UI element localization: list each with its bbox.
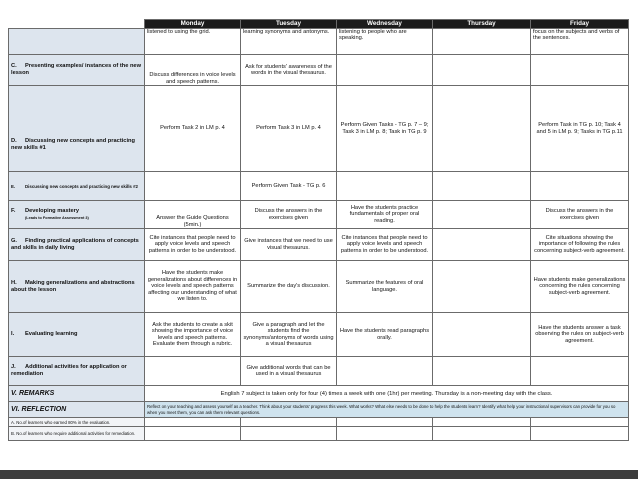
- row-label: [9, 261, 145, 313]
- item-label: No.of learners who earned 80% in the evaluation.: [16, 419, 111, 425]
- table-row: [9, 229, 629, 261]
- table-row: [9, 201, 629, 229]
- table-row: [9, 172, 629, 201]
- row-code: D.: [11, 137, 17, 144]
- cell-monday: [145, 357, 241, 386]
- cell-wednesday: [337, 55, 433, 86]
- cell-friday: focus on the subjects and verbs of the sentences.: [531, 29, 629, 55]
- header-corner: [9, 20, 145, 29]
- cell-wednesday: [337, 357, 433, 386]
- reflection-text: Reflect on your teaching and assess yourself as a teacher. Think about your students' progress this week. What works? What else needs to be done to help the students learn? Identify what help your instructional supervisors can provide for you so when you meet them, you can ask them relevant questions.: [145, 402, 629, 418]
- daily-lesson-log-table: [8, 19, 629, 441]
- day-header-tuesday: Tuesday: [241, 20, 337, 29]
- cell-monday: Perform Task 2 in LM p. 4: [145, 86, 241, 172]
- cell-tuesday: Perform Task 3 in LM p. 4: [241, 86, 337, 172]
- item-label: No.of learners who require additional activities for remediation.: [16, 431, 136, 436]
- cell-friday: [531, 418, 629, 427]
- row-sublabel: (Leads to Formative Assessment 3): [25, 215, 89, 220]
- cell-thursday: [433, 261, 531, 313]
- cell-tuesday: [241, 418, 337, 427]
- cell-thursday: [433, 427, 531, 441]
- cell-tuesday: Ask for students' awareness of the words in the visual thesaurus.: [241, 55, 337, 86]
- row-label-text: Discussing new concepts and practicing new skills #1: [11, 137, 135, 151]
- cell-monday: Ask the students to create a skit showing the importance of voice levels and speech patterns. Evaluate them through a rubric.: [145, 313, 241, 357]
- reflection-item-row: [9, 427, 629, 441]
- table-row: [9, 55, 629, 86]
- row-label: [9, 229, 145, 261]
- cell-wednesday: Perform Given Tasks - TG p. 7 – 9; Task 3 in LM p. 8; Task in TG p. 9: [337, 86, 433, 172]
- reflection-item-b: [9, 427, 145, 441]
- cell-monday: Cite instances that people need to apply voice levels and speech patterns in order to be understood.: [145, 229, 241, 261]
- cell-wednesday: [337, 172, 433, 201]
- day-header-row: [9, 20, 629, 29]
- reflection-code: VI.: [11, 406, 20, 413]
- table-row: [9, 29, 629, 55]
- remarks-code: V.: [11, 390, 17, 397]
- cell-tuesday: Give instances that we need to use visual thesaurus.: [241, 229, 337, 261]
- row-code: H.: [11, 279, 17, 286]
- row-code: F.: [11, 207, 16, 214]
- cell-monday: Have the students make generalizations about differences in voice levels and speech patterns affecting our understanding of what we listen to.: [145, 261, 241, 313]
- row-code: E.: [11, 183, 16, 189]
- day-header-thursday: Thursday: [433, 20, 531, 29]
- row-label: [9, 172, 145, 201]
- cell-friday: Have students make generalizations concerning the rules concerning subject-verb agreement.: [531, 261, 629, 313]
- row-code: J.: [11, 364, 16, 370]
- row-label: [9, 201, 145, 229]
- cell-monday: [145, 418, 241, 427]
- row-label: [9, 86, 145, 172]
- cell-friday: [531, 427, 629, 441]
- row-code: C.: [11, 63, 17, 69]
- cell-friday: Cite situations showing the importance of following the rules concerning subject-verb agreement.: [531, 229, 629, 261]
- cell-tuesday: Give additional words that can be used in a visual thesaurus: [241, 357, 337, 386]
- table-row: [9, 357, 629, 386]
- remarks-label: [9, 386, 145, 402]
- cell-monday: listened to using the grid.: [145, 29, 241, 55]
- remarks-row: [9, 386, 629, 402]
- row-label: [9, 313, 145, 357]
- row-label: [9, 29, 145, 55]
- cell-monday: [145, 427, 241, 441]
- cell-thursday: [433, 172, 531, 201]
- row-label-text: Evaluating learning: [25, 331, 78, 337]
- cell-tuesday: [241, 427, 337, 441]
- cell-monday: Discuss differences in voice levels and speech patterns.: [145, 55, 241, 86]
- cell-thursday: [433, 55, 531, 86]
- row-label-text: Making generalizations and abstractions about the lesson: [11, 279, 135, 293]
- cell-friday: [531, 55, 629, 86]
- cell-tuesday: Discuss the answers in the exercises given: [241, 201, 337, 229]
- row-label-text: Finding practical applications of concepts and skills in daily living: [11, 237, 139, 251]
- page-bottom-bar: [0, 470, 638, 479]
- row-label-text: Developing mastery: [25, 207, 80, 214]
- cell-wednesday: Have the students practice fundamentals of proper oral reading.: [337, 201, 433, 229]
- item-code: A.: [11, 419, 16, 425]
- cell-thursday: [433, 201, 531, 229]
- row-label-text: Presenting examples/ instances of the new lesson: [11, 63, 141, 76]
- table-row: [9, 261, 629, 313]
- cell-thursday: [433, 357, 531, 386]
- cell-thursday: [433, 86, 531, 172]
- cell-tuesday: learning synonyms and antonyms.: [241, 29, 337, 55]
- cell-tuesday: Give a paragraph and let the students find the synonyms/antonyms of words using a visual thesaurus: [241, 313, 337, 357]
- row-code: G.: [11, 237, 18, 244]
- cell-wednesday: [337, 427, 433, 441]
- reflection-title: REFLECTION: [21, 406, 67, 413]
- row-label-text: Additional activities for application or remediation: [11, 364, 127, 377]
- cell-wednesday: Cite instances that people need to apply voice levels and speech patterns in order to be understood.: [337, 229, 433, 261]
- row-label: [9, 357, 145, 386]
- cell-wednesday: Summarize the features of oral language.: [337, 261, 433, 313]
- remarks-title: REMARKS: [18, 390, 55, 397]
- item-code: B.: [11, 431, 16, 436]
- row-code: I.: [11, 331, 15, 337]
- table-row: [9, 86, 629, 172]
- cell-monday: Answer the Guide Questions (5min.): [145, 201, 241, 229]
- cell-friday: [531, 172, 629, 201]
- table-row: [9, 313, 629, 357]
- day-header-wednesday: Wednesday: [337, 20, 433, 29]
- cell-friday: Discuss the answers in the exercises given: [531, 201, 629, 229]
- day-header-friday: Friday: [531, 20, 629, 29]
- cell-friday: Have the students answer a task observing the rules on subject-verb agreement.: [531, 313, 629, 357]
- cell-thursday: [433, 418, 531, 427]
- cell-wednesday: listening to people who are speaking.: [337, 29, 433, 55]
- row-label-text: Discussing new concepts and practicing new skills #2: [25, 183, 138, 189]
- cell-tuesday: Summarize the day's discussion.: [241, 261, 337, 313]
- cell-thursday: [433, 313, 531, 357]
- row-label: [9, 55, 145, 86]
- cell-friday: Perform Task in TG p. 10; Task 4 and 5 in LM p. 9; Tasks in TG p.11: [531, 86, 629, 172]
- cell-wednesday: [337, 418, 433, 427]
- cell-friday: [531, 357, 629, 386]
- cell-thursday: [433, 29, 531, 55]
- reflection-item-a: [9, 418, 145, 427]
- day-header-monday: Monday: [145, 20, 241, 29]
- remarks-text: English 7 subject is taken only for four (4) times a week with one (1hr) per meeting. Thursday is a non-meeting day with the class.: [145, 386, 629, 402]
- cell-thursday: [433, 229, 531, 261]
- reflection-row: [9, 402, 629, 418]
- reflection-item-row: [9, 418, 629, 427]
- cell-monday: [145, 172, 241, 201]
- reflection-label: [9, 402, 145, 418]
- cell-wednesday: Have the students read paragraphs orally.: [337, 313, 433, 357]
- cell-tuesday: Perform Given Task - TG p. 6: [241, 172, 337, 201]
